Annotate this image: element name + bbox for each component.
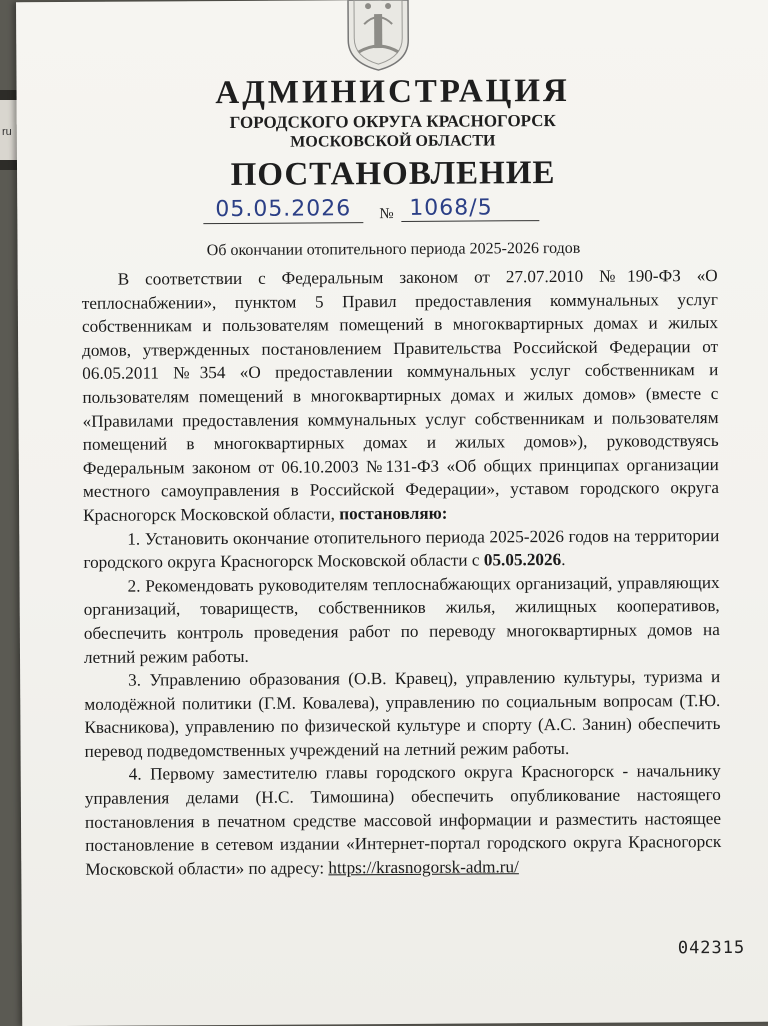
document-type-title: ПОСТАНОВЛЕНИЕ [230,155,556,193]
item-3 [84,665,721,763]
document-page [16,0,768,1026]
coat-of-arms-icon [342,0,414,72]
item-text: Управлению образования (О.В. Кравец), управлению культуры, туризма и молодёжной политики (Г.М. Ковалева), управлению по социальным вопросам (Т.Ю. Квасникова), управлению по физической культуре и спорту (А.С. Занин) обеспечить перевод подведомственных учреждений на летний режим работы. [84,667,721,761]
decree-date: 05.05.2026 [203,196,363,224]
item-number: 3. [128,670,142,690]
item-text: Рекомендовать руководителям теплоснабжающих организаций, управляющих организаций, товариществ, собственников жилья, жилищных кооперативов, обеспечить контроль проведения работ по переводу многоквартирных домов на летний режим работы. [83,572,720,667]
item-1 [83,524,719,575]
item-number: 4. [128,765,142,785]
decree-subject: Об окончании отопительного периода 2025-2026 годов [206,239,581,260]
item-2 [84,571,721,669]
serial-number: 042315 [677,937,746,959]
preamble-paragraph [82,264,720,527]
strip-text: ru [2,126,12,138]
item-text: Установить окончание отопительного периода 2025-2026 годов на территории городского округа Красногорск Московской области с [83,525,720,573]
decree-word: постановляю: [339,503,448,524]
decree-body [82,264,722,881]
okrug-title: ГОРОДСКОГО ОКРУГА КРАСНОГОРСК [229,111,556,132]
administration-title: АДМИНИСТРАЦИЯ [215,72,570,112]
item-text: Первому заместителю главы городского округа Красногорск - начальнику управления делами (Н.С. Тимошина) обеспечить опубликование настоящего постановления в печатном средстве массовой информации и разместить настоящее постановление в сетевом издании «Интернет-портал городского округа Красногорск Московской области» по адресу: [84,761,722,879]
item-number: 1. [127,529,141,549]
preamble-text: В соответствии с Федеральным законом от 27.07.2010 №190-ФЗ «О теплоснабжении», пунктом 5 Правил предоставления коммунальных услуг собственникам и пользователям помещений в многоквартирных домах и жилых домов, утвержденных постановлением Правительства Российской Федерации от 06.05.2011 №354 «О предоставлении коммунальных услуг собственникам и пользователям помещений в многоквартирных домах и жилых домов» (вместе с «Правилами предоставления коммунальных услуг собственникам и пользователям помещений в многоквартирных домах и жилых домов»), руководствуясь Федеральным законом от 06.10.2003 №131-ФЗ «Об общих принципах организации местного самоуправления в Российской Федерации», уставом городского округа Красногорск Московской области, [81,266,720,525]
portal-link[interactable]: https://krasnogorsk-adm.ru/ [328,857,519,878]
effective-date: 05.05.2026 [483,550,562,570]
item-tail: . [561,550,566,570]
number-sign: № [379,205,394,223]
decree-number: 1068/5 [401,195,539,222]
item-4 [85,759,722,881]
item-number: 2. [127,576,141,596]
oblast-title: МОСКОВСКОЙ ОБЛАСТИ [290,132,496,151]
